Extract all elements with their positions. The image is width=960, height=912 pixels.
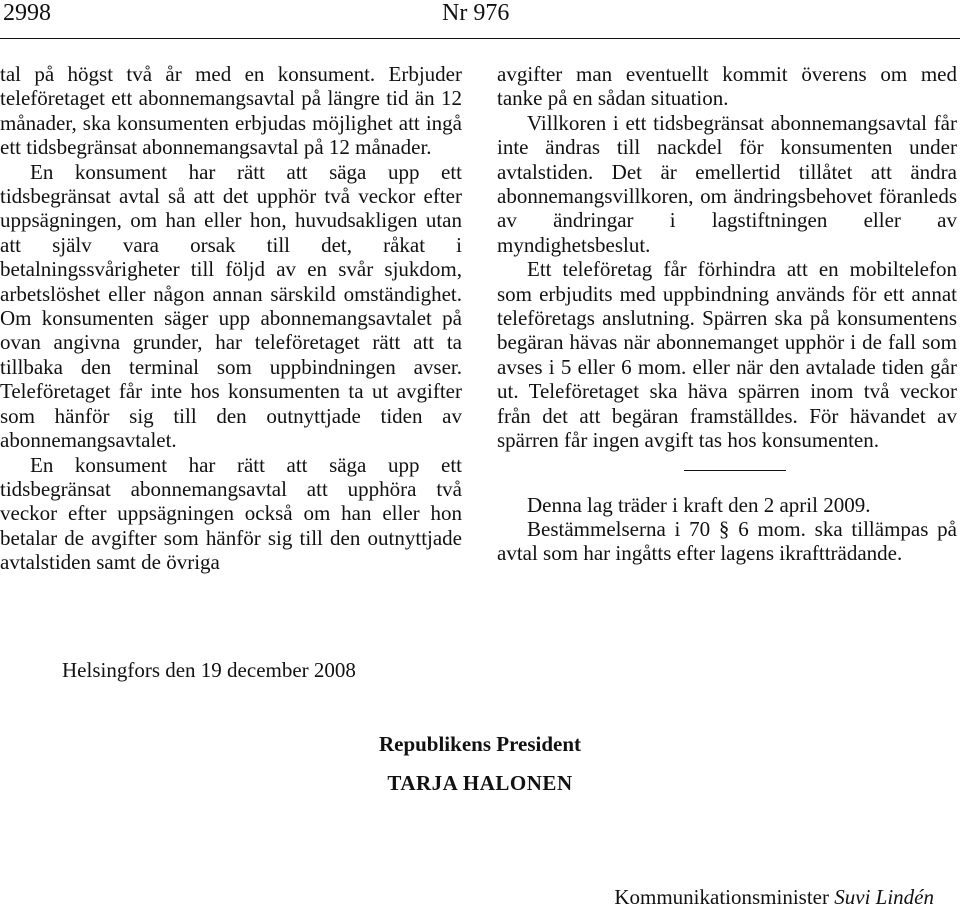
left-paragraph-1: tal på högst två år med en konsument. Erbjuder teleföretaget ett abonnemangsavtal på längre tid än 12 månader, ska konsumenten erbjudas möjlighet att ingå ett tidsbegränsat abonnemangsavtal på 12 månader. — [0, 62, 462, 160]
minister-name: Suvi Lindén — [834, 885, 934, 909]
document-number: Nr 976 — [442, 0, 510, 26]
page-number: 2998 — [3, 0, 51, 26]
header-rule — [0, 38, 960, 39]
right-paragraph-2: Villkoren i ett tidsbegränsat abonnemangsavtal får inte ändras till nackdel för konsumenten under avtalstiden. Det är emellertid tillåtet att ändra abonnemangsvillkoren, om ändringsbehovet föranleds av ändringar i lagstiftningen eller av myndighetsbeslut. — [497, 110, 957, 257]
signer-name: TARJA HALONEN — [387, 771, 573, 795]
transitional-provision: Bestämmelserna i 70 § 6 mom. ska tillämpas på avtal som har ingåtts efter lagens ikraftträdande. — [497, 516, 957, 566]
entry-into-force: Denna lag träder i kraft den 2 april 2009. — [527, 492, 871, 517]
right-paragraph-3: Ett teleföretag får förhindra att en mobiltelefon som erbjudits med uppbindning används för ett annat teleföretags anslutning. Spärren ska på konsumentens begäran hävas när abonnemanget upphör i de fall som avses i 5 eller 6 mom. eller när den avtalade tiden går ut. Teleföretaget ska häva spärren inom två veckor från det att begäran framställdes. För hävandet av spärren får ingen avgift tas hos konsumenten. — [497, 257, 957, 453]
left-paragraph-3: En konsument har rätt att säga upp ett tidsbegränsat abonnemangsavtal att upphöra två veckor efter uppsägningen också om han eller hon betalar de avgifter som hänför sig till den outnyttjade avtalstiden samt de övriga — [0, 452, 462, 575]
left-paragraph-2: En konsument har rätt att säga upp ett tidsbegränsat avtal så att det upphör två veckor efter uppsägningen, om han eller hon, huvudsakligen utan att själv vara orsak till det, råkat i betalningssvårigheter till följd av en svår sjukdom, arbetslöshet eller någon annan särskild omständighet. Om konsumenten säger upp abonnemangsavtalet på ovan angivna grunder, har teleföretaget rätt att ta tillbaka den terminal som uppbindningen avser. Teleföretaget får inte hos konsumenten ta ut avgifter som hänför sig till den outnyttjade tiden av abonnemangsavtalet. — [0, 159, 462, 453]
minister-title: Kommunikationsminister — [614, 885, 829, 909]
left-column — [0, 62, 462, 575]
minister-signature — [614, 884, 934, 910]
section-divider — [684, 470, 786, 471]
right-paragraph-1: avgifter man eventuellt kommit överens om med tanke på en sådan situation. — [497, 62, 957, 111]
place-and-date: Helsingfors den 19 december 2008 — [62, 658, 356, 682]
right-column — [497, 62, 957, 566]
signer-title: Republikens President — [378, 732, 582, 756]
